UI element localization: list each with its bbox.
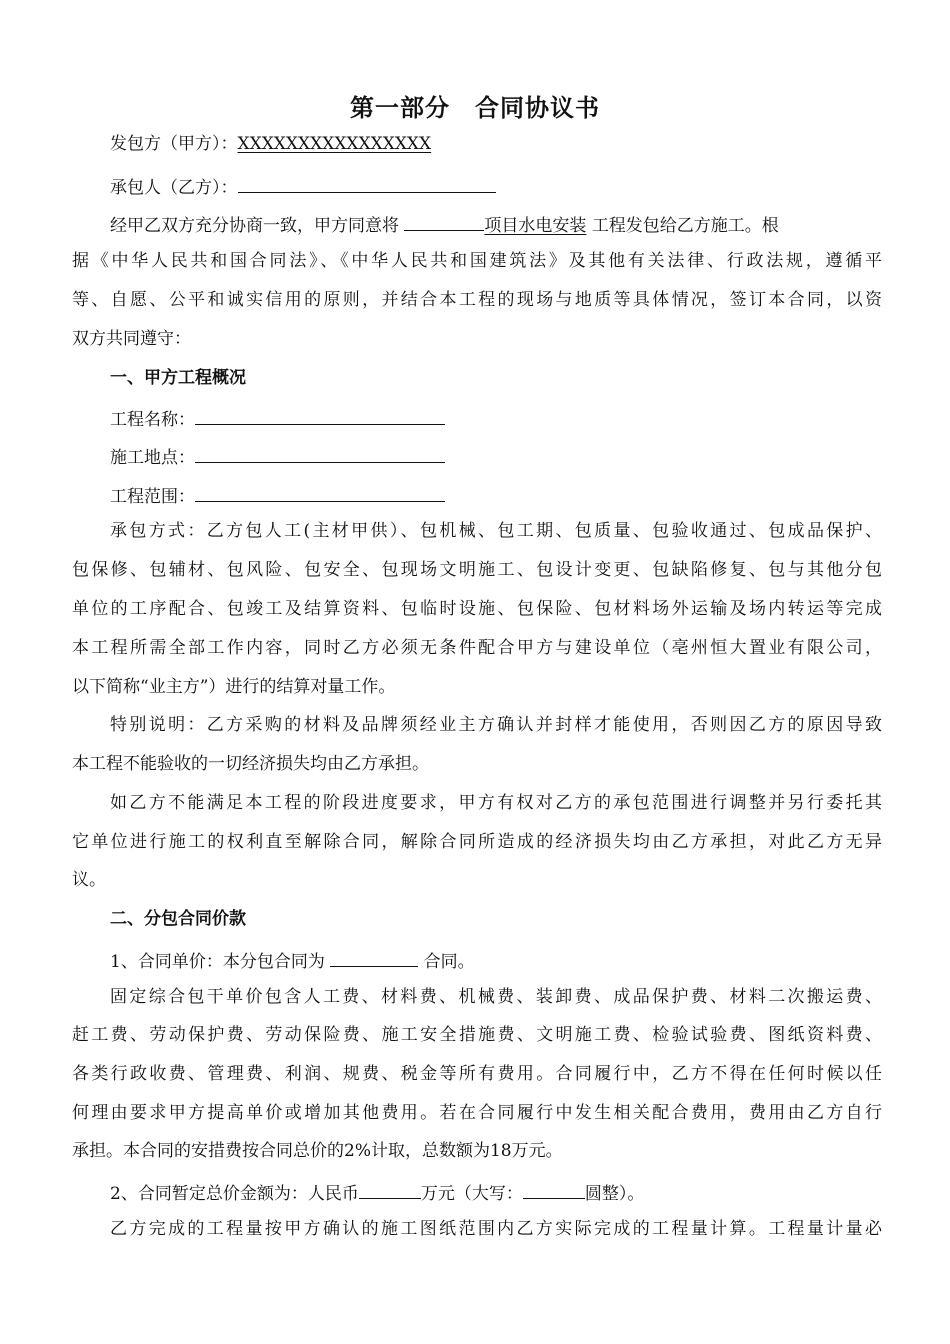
intro-line-4: 双方共同遵守： xyxy=(72,329,191,349)
mode-line-5: 以下简称“业主方”）进行的结算对量工作。 xyxy=(72,677,396,697)
intro-post-text: 工程发包给乙方施工。根 xyxy=(591,216,779,236)
intro-line-2: 据《中华人民共和国合同法》、《中华人民共和国建筑法》及其他有关法律、行政法规，遵循平 xyxy=(72,251,882,271)
total-price-line xyxy=(110,1176,882,1204)
special-line-2: 本工程不能验收的一切经济损失均由乙方承担。 xyxy=(72,754,429,774)
total-price-post: 圆整）。 xyxy=(584,1184,645,1204)
intro-pre-text: 经甲乙双方充分协商一致，甲方同意将 xyxy=(110,216,399,236)
unit-price-post: 合同。 xyxy=(423,952,475,972)
mode-line-1: 承包方式：乙方包人工(主材甲供）、包机械、包工期、包质量、包验收通过、包成品保护、 xyxy=(110,521,882,541)
intro-project-name: 项目水电安装 xyxy=(484,216,587,236)
contractor-line xyxy=(110,170,882,198)
employer-line xyxy=(110,130,882,158)
employer-label: 发包方（甲方）： xyxy=(110,134,238,154)
total-price-pre: 2、合同暂定总价金额为：人民币 xyxy=(110,1184,359,1204)
unit-price-blank xyxy=(330,944,418,967)
project-name-line xyxy=(110,402,882,430)
location-label: 施工地点： xyxy=(110,448,195,468)
project-name-blank xyxy=(195,402,445,425)
location-blank xyxy=(195,440,445,463)
unit-price-line xyxy=(110,944,882,972)
progress-line-2: 它单位进行施工的权利直至解除合同，解除合同所造成的经济损失均由乙方承担，对此乙方无异 xyxy=(72,832,882,852)
mode-line-2: 包保修、包辅材、包风险、包安全、包现场文明施工、包设计变更、包缺陷修复、包与其他分包 xyxy=(72,560,882,580)
mode-line-4: 本工程所需全部工作内容，同时乙方必须无条件配合甲方与建设单位（亳州恒大置业有限公司， xyxy=(72,638,882,658)
contractor-label: 承包人（乙方）： xyxy=(110,178,238,198)
employer-value: XXXXXXXXXXXXXXXX xyxy=(237,134,432,154)
scope-line xyxy=(110,479,882,507)
section1-heading: 一、甲方工程概况 xyxy=(110,368,246,388)
location-line xyxy=(110,440,882,468)
total-price-unit: 万元（大写： xyxy=(420,1184,523,1204)
project-name-label: 工程名称： xyxy=(110,410,195,430)
intro-project-blank xyxy=(404,208,484,231)
total-capital-blank xyxy=(523,1176,585,1199)
fixed-line-3: 各类行政收费、管理费、利润、规费、税金等所有费用。合同履行中，乙方不得在任何时候以任 xyxy=(72,1064,882,1084)
fixed-line-4: 何理由要求甲方提高单价或增加其他费用。若在合同履行中发生相关配合费用，费用由乙方自行 xyxy=(72,1103,882,1123)
contractor-blank xyxy=(238,170,496,193)
progress-line-1: 如乙方不能满足本工程的阶段进度要求，甲方有权对乙方的承包范围进行调整并另行委托其 xyxy=(110,793,882,813)
scope-label: 工程范围： xyxy=(110,487,195,507)
section2-heading: 二、分包合同价款 xyxy=(110,909,246,929)
measure-line: 乙方完成的工程量按甲方确认的施工图纸范围内乙方实际完成的工程量计算。工程量计量必 xyxy=(110,1219,882,1239)
fixed-line-5: 承担。本合同的安措费按合同总价的2%计取，总数额为18万元。 xyxy=(72,1141,563,1161)
unit-price-pre: 1、合同单价：本分包合同为 xyxy=(110,952,325,972)
special-line-1: 特别说明：乙方采购的材料及品牌须经业主方确认并封样才能使用，否则因乙方的原因导致 xyxy=(110,715,882,735)
fixed-line-2: 赶工费、劳动保护费、劳动保险费、施工安全措施费、文明施工费、检验试验费、图纸资料费、 xyxy=(72,1025,882,1045)
intro-line-3: 等、自愿、公平和诚实信用的原则，并结合本工程的现场与地质等具体情况，签订本合同，以资 xyxy=(72,290,882,310)
mode-line-3: 单位的工序配合、包竣工及结算资料、包临时设施、包保险、包材料场外运输及场内转运等完成 xyxy=(72,599,882,619)
progress-line-3: 议。 xyxy=(72,870,106,890)
page-title: 第一部分 合同协议书 xyxy=(350,94,600,122)
total-amount-blank xyxy=(359,1176,421,1199)
scope-blank xyxy=(195,479,445,502)
intro-line-1 xyxy=(110,208,882,236)
fixed-line-1: 固定综合包干单价包含人工费、材料费、机械费、装卸费、成品保护费、材料二次搬运费、 xyxy=(110,987,882,1007)
